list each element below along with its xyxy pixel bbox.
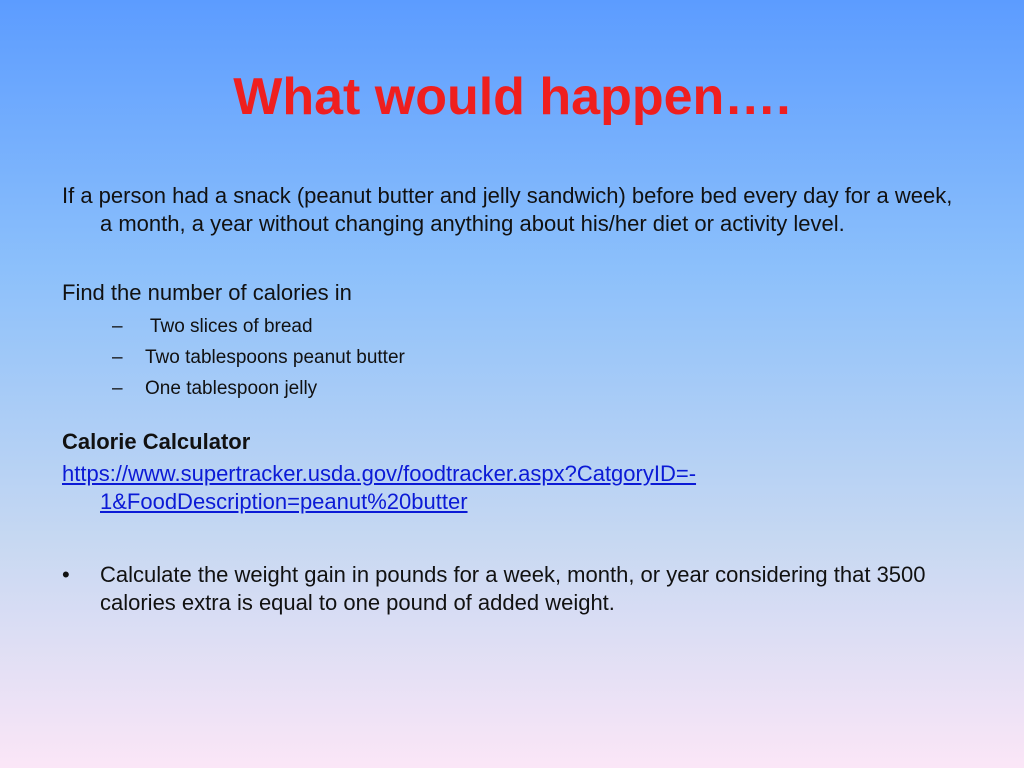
list-item (62, 373, 962, 404)
calorie-calculator-link[interactable] (62, 460, 962, 516)
slide-title: What would happen…. (233, 68, 791, 126)
list-item (62, 311, 962, 342)
list-item-text: Two slices of bread (145, 316, 313, 337)
list-item (62, 342, 962, 373)
weight-gain-bullet (62, 561, 962, 617)
dash-marker: – (112, 316, 123, 337)
list-item-text: Two tablespoons peanut butter (145, 347, 405, 368)
calorie-items-list (62, 311, 962, 404)
dash-marker: – (112, 347, 123, 368)
bullet-dot-icon: • (62, 562, 70, 587)
link-line-1[interactable]: https://www.supertracker.usda.gov/foodtracker.aspx?CatgoryID=- (62, 461, 697, 486)
slide-body (62, 182, 962, 617)
intro-paragraph: If a person had a snack (peanut butter and jelly sandwich) before bed every day for a week, a month, a year without changing anything about his/her diet or activity level. (62, 183, 953, 236)
list-item-text: One tablespoon jelly (145, 378, 318, 399)
find-calories-label: Find the number of calories in (62, 280, 352, 305)
link-line-2[interactable]: 1&FoodDescription=peanut%20butter (100, 489, 468, 514)
dash-marker: – (112, 378, 123, 399)
calorie-calculator-heading: Calorie Calculator (62, 429, 251, 454)
bullet-text: Calculate the weight gain in pounds for a week, month, or year considering that 3500 calories extra is equal to one pound of added weight. (100, 562, 926, 615)
